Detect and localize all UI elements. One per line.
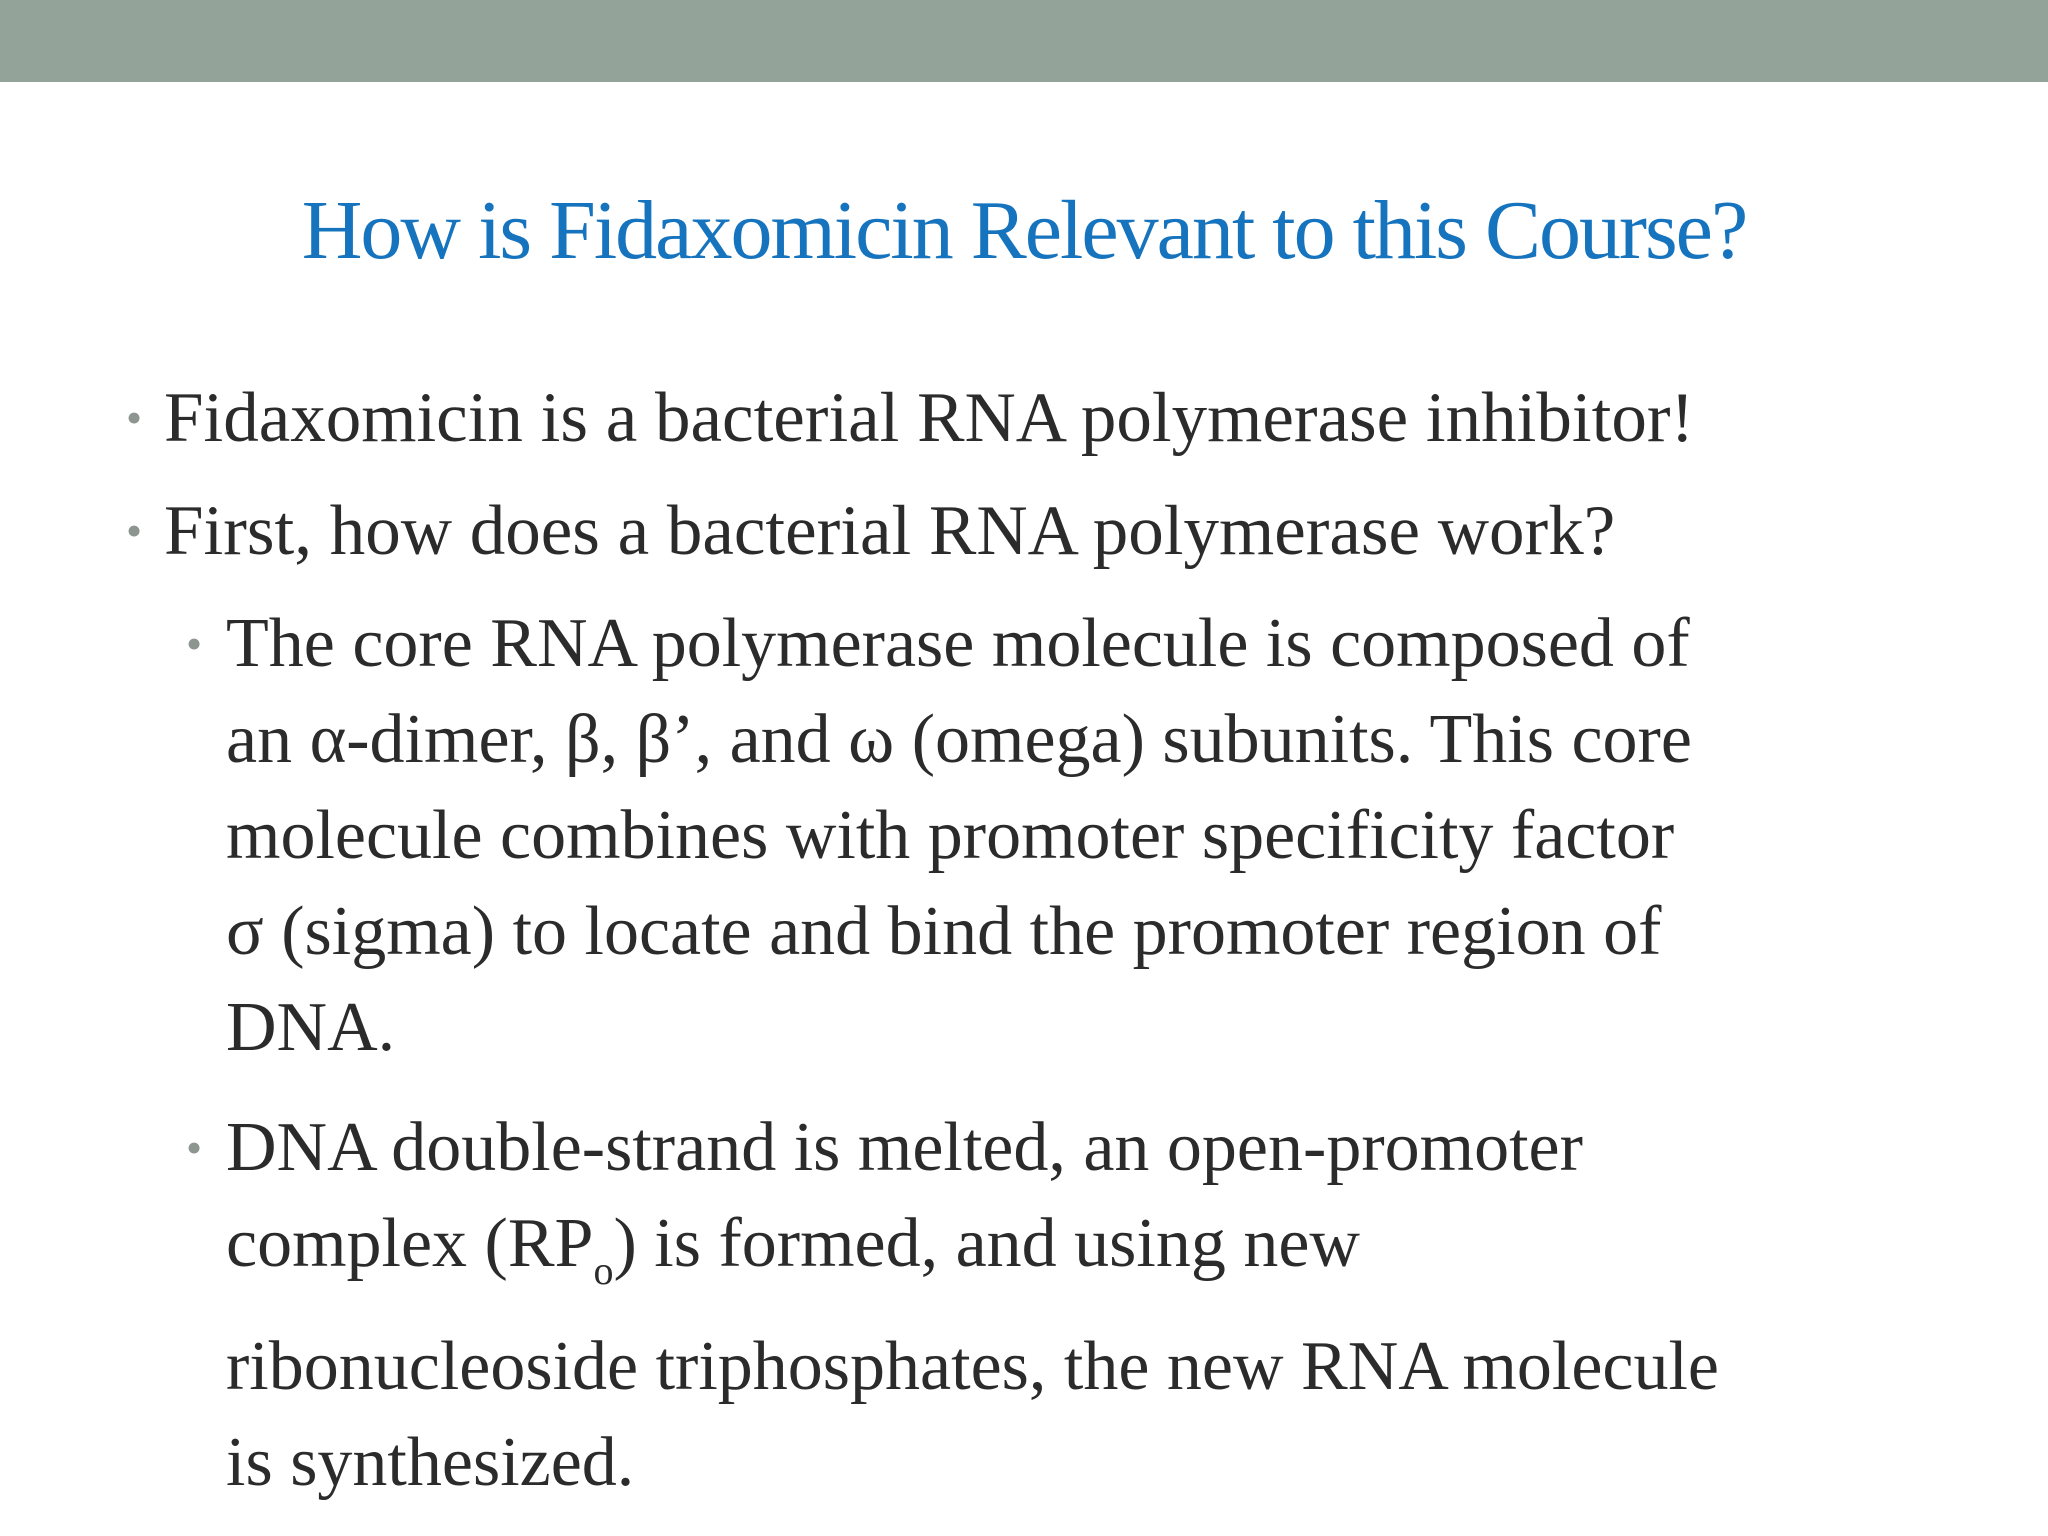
sub-bullet-line: σ (sigma) to locate and bind the promoter region of [226,893,1662,970]
sub-bullet-line: ribonucleoside triphosphates, the new RNA molecule [226,1328,1720,1405]
header-band [0,0,2048,82]
sub-bullet-line: is synthesized. [226,1424,635,1501]
sub-bullet-item [120,596,2048,1076]
sub-bullet-line: DNA. [226,989,396,1066]
sub-bullet-line-with-subscript [226,1196,2048,1319]
sub-bullet-dot-icon: • [186,618,203,669]
sub-bullet-line: The core RNA polymerase molecule is composed of [226,605,1690,682]
bullet-list [120,370,1940,1511]
bullet-item [120,370,1940,466]
sub-bullet-item [120,1100,2048,1511]
bullet-text: First, how does a bacterial RNA polymerase work? [164,492,1616,570]
sub-bullet-line: DNA double-strand is melted, an open-promoter [226,1109,1583,1186]
subscript: o [593,1248,614,1293]
bullet-dot-icon: • [126,392,143,443]
text-segment: complex (RP [226,1205,594,1282]
sub-bullet-line: an α-dimer, β, β’, and ω (omega) subunits. This core [226,701,1692,778]
text-segment: ) is formed, and using new [613,1205,1360,1282]
sub-bullet-line: molecule combines with promoter specificity factor [226,797,1675,874]
bullet-item [120,483,1940,579]
sub-bullet-dot-icon: • [186,1122,203,1173]
bullet-dot-icon: • [126,505,143,556]
slide-title: How is Fidaxomicin Relevant to this Course? [301,184,1747,277]
bullet-text: Fidaxomicin is a bacterial RNA polymerase inhibitor! [164,379,1695,457]
